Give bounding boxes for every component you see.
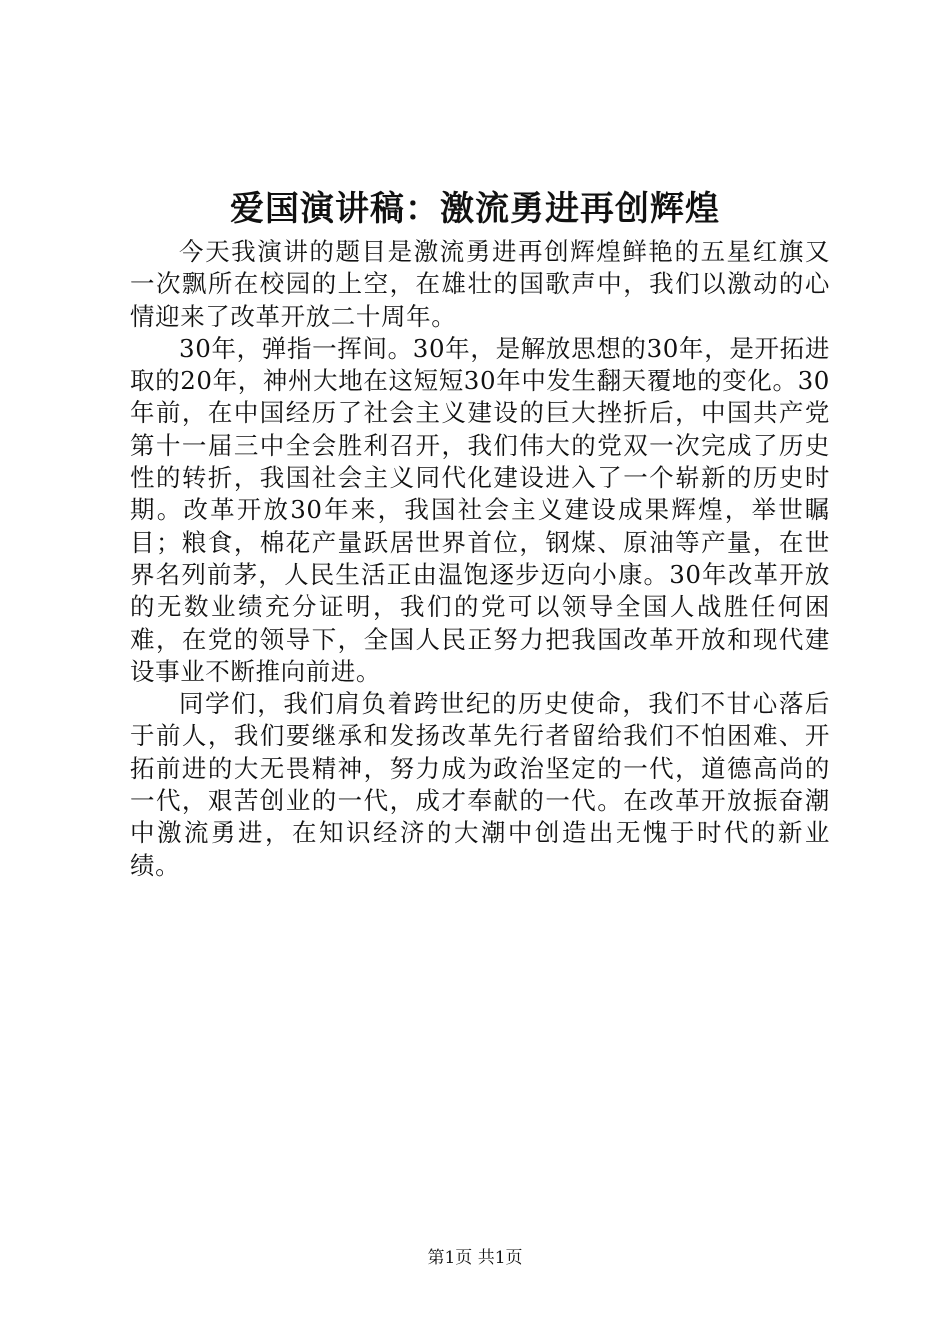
paragraph-reform-history: 30年，弹指一挥间。30年，是解放思想的30年，是开拓进取的20年，神州大地在这短短30年中发生翻天覆地的变化。30年前，在中国经历了社会主义建设的巨大挫折后，中国共产党第十一届三中全会胜利召开，我们伟大的党双一次完成了历史性的转折，我国社会主义同代化建设进入了一个崭新的历史时期。改革开放30年来，我国社会主义建设成果辉煌，举世瞩目；粮食，棉花产量跃居世界首位，钢煤、原油等产量，在世界名列前茅，人民生活正由温饱逐步迈向小康。30年改革开放的无数业绩充分证明，我们的党可以领导全国人战胜任何困难，在党的领导下，全国人民正努力把我国改革开放和现代建设事业不断推向前进。 — [130, 333, 830, 686]
document-title: 爱国演讲稿：激流勇进再创辉煌 — [230, 189, 720, 229]
paragraph-call-to-action: 同学们，我们肩负着跨世纪的历史使命，我们不甘心落后于前人，我们要继承和发扬改革先行者留给我们不怕困难、开拓前进的大无畏精神，努力成为政治坚定的一代，道德高尚的一代，艰苦创业的一代，成才奉献的一代。在改革开放振奋潮中激流勇进，在知识经济的大潮中创造出无愧于时代的新业绩。 — [130, 689, 830, 880]
document-body — [130, 236, 830, 882]
paragraph-intro: 今天我演讲的题目是激流勇进再创辉煌鲜艳的五星红旗又一次飘所在校园的上空，在雄壮的国歌声中，我们以激动的心情迎来了改革开放二十周年。 — [130, 237, 830, 331]
page-footer: 第1页 共1页 — [427, 1248, 523, 1268]
